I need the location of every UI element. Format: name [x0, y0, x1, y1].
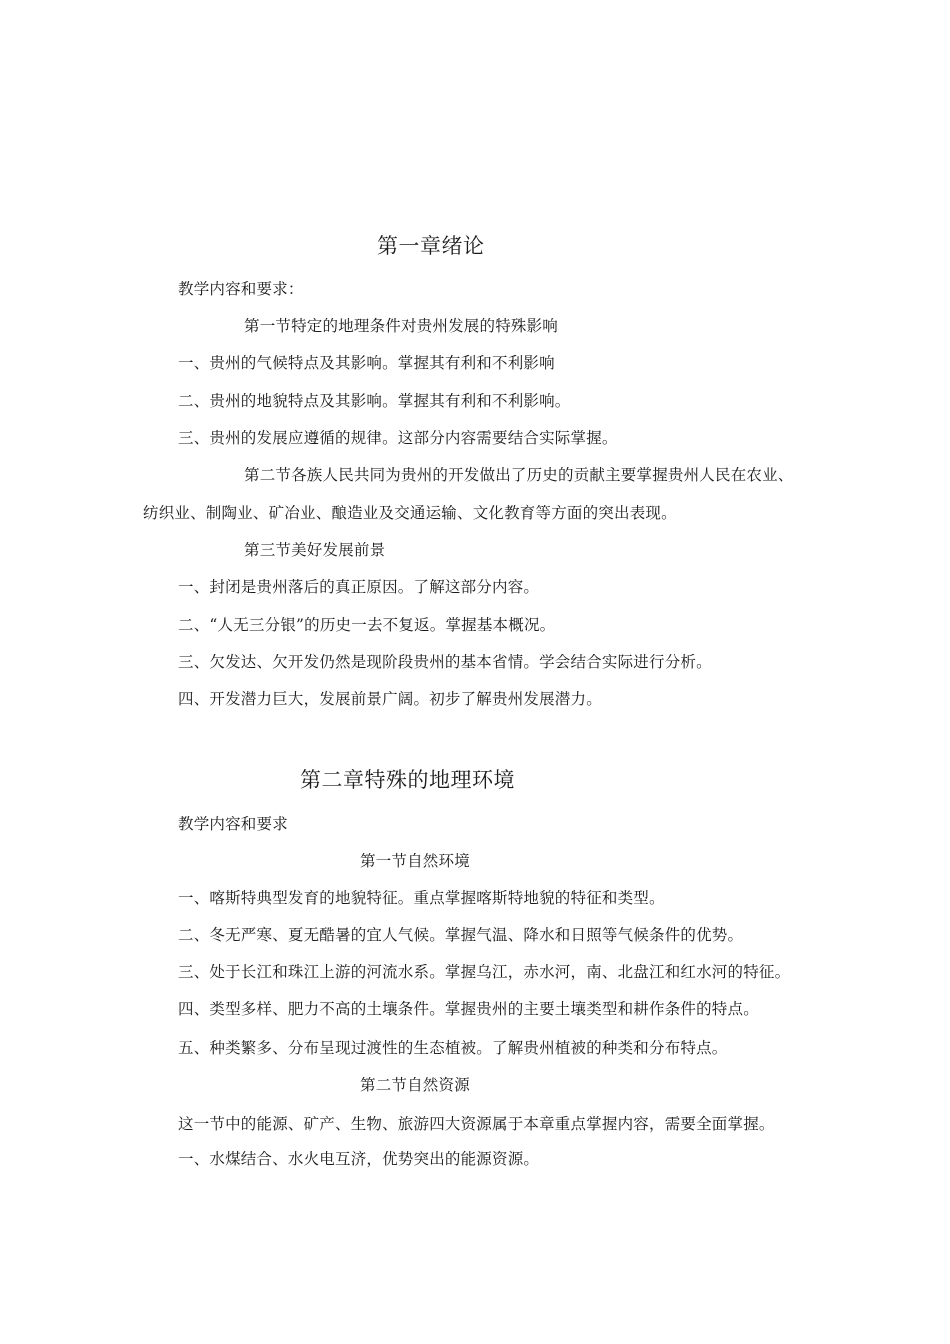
- chapter1-intro: 教学内容和要求：: [178, 280, 304, 298]
- chapter2-section2-item-1: 一、水煤结合、水火电互济，优势突出的能源资源。: [178, 1150, 540, 1168]
- chapter2-section1-heading: 第一节自然环境: [360, 852, 470, 870]
- chapter1-title: 第一章绪论: [377, 234, 485, 258]
- chapter1-section2-line-2: 纺织业、制陶业、矿冶业、酿造业及交通运输、文化教育等方面的突出表现。: [143, 504, 677, 522]
- chapter1-section3-item-2: 二、“人无三分银”的历史一去不复返。掌握基本概况。: [178, 616, 556, 634]
- chapter1-section1-item-2: 二、贵州的地貌特点及其影响。掌握其有利和不利影响。: [178, 392, 571, 410]
- chapter2-section1-item-1: 一、喀斯特典型发育的地貌特征。重点掌握喀斯特地貌的特征和类型。: [178, 889, 665, 907]
- chapter1-section3-item-3: 三、欠发达、欠开发仍然是现阶段贵州的基本省情。学会结合实际进行分析。: [178, 653, 712, 671]
- chapter1-section3-item-1: 一、封闭是贵州落后的真正原因。了解这部分内容。: [178, 578, 540, 596]
- chapter2-intro: 教学内容和要求: [178, 815, 288, 833]
- chapter2-section1-item-3: 三、处于长江和珠江上游的河流水系。掌握乌江，赤水河，南、北盘江和红水河的特征。: [178, 963, 791, 981]
- chapter1-section3-item-4: 四、开发潜力巨大，发展前景广阔。初步了解贵州发展潜力。: [178, 690, 602, 708]
- chapter2-title: 第二章特殊的地理环境: [300, 768, 515, 792]
- chapter2-section1-item-5: 五、种类繁多、分布呈现过渡性的生态植被。了解贵州植被的种类和分布特点。: [178, 1039, 728, 1057]
- chapter2-section2-paragraph: 这一节中的能源、矿产、生物、旅游四大资源属于本章重点掌握内容，需要全面掌握。: [178, 1115, 775, 1133]
- chapter1-section1-heading: 第一节特定的地理条件对贵州发展的特殊影响: [244, 317, 559, 335]
- chapter1-section1-item-1: 一、贵州的气候特点及其影响。掌握其有利和不利影响: [178, 354, 555, 372]
- chapter1-section2-line-1: 第二节各族人民共同为贵州的开发做出了历史的贡献主要掌握贵州人民在农业、: [244, 466, 794, 484]
- chapter2-section1-item-2: 二、冬无严寒、夏无酷暑的宜人气候。掌握气温、降水和日照等气候条件的优势。: [178, 926, 744, 944]
- chapter2-section2-heading: 第二节自然资源: [360, 1076, 470, 1094]
- chapter2-section1-item-4: 四、类型多样、肥力不高的土壤条件。掌握贵州的主要土壤类型和耕作条件的特点。: [178, 1000, 759, 1018]
- chapter1-section1-item-3: 三、贵州的发展应遵循的规律。这部分内容需要结合实际掌握。: [178, 429, 618, 447]
- chapter1-section3-heading: 第三节美好发展前景: [244, 541, 386, 559]
